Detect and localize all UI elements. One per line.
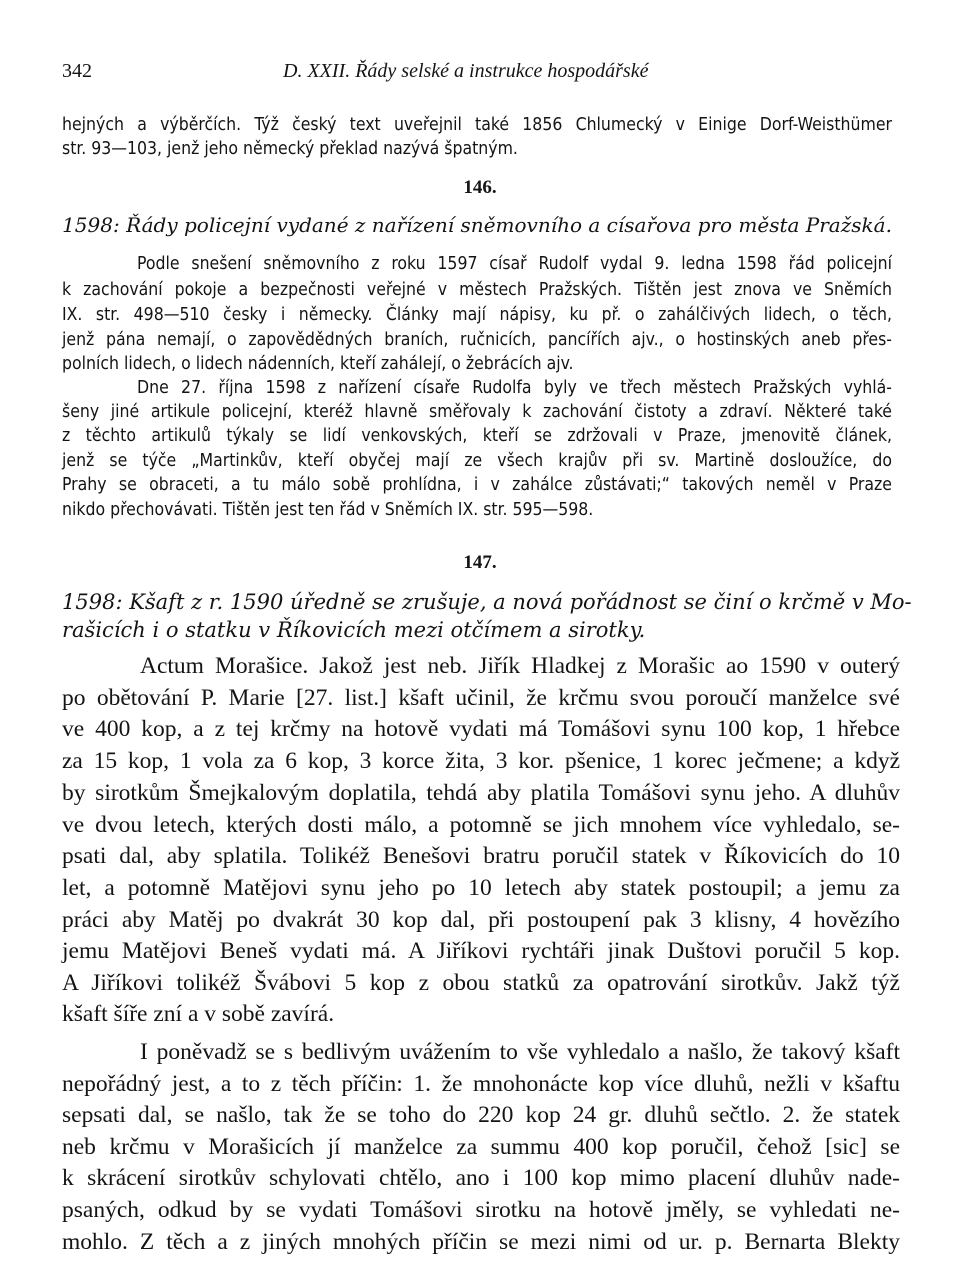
- intro-line: str. 93—103, jenž jeho německý překlad nazývá špatným.: [62, 139, 518, 159]
- paragraph-line: jenž se týče „Martinkův, kteří obyčej mají ze všech krajův při sv. Martině dosloužíce, do: [62, 451, 892, 471]
- paragraph-line: kšaft šíře zní a v sobě zavírá.: [62, 1001, 335, 1027]
- paragraph-line: šeny jiné artikule policejní, kteréž hlavně směřovaly k zachování čistoty a zdraví. Některé také: [62, 402, 892, 422]
- paragraph-line: psati dal, aby splatila. Tolikéž Benešovi bratru poručil statek v Říkovicích do 10: [62, 843, 900, 869]
- paragraph-line: Dne 27. října 1598 z nařízení císaře Rudolfa byly ve třech městech Pražských vyhlá-: [137, 378, 892, 398]
- paragraph-line: jemu Matějovi Beneš vydati má. A Jiříkovi rychtáři jinak Duštovi poručil 5 kop.: [62, 938, 900, 964]
- paragraph-line: po obětování P. Marie [27. list.] kšaft učinil, že krčmu svou poroučí manželce své: [62, 685, 900, 711]
- paragraph-line: práci aby Matěj po dvakrát 30 kop dal, při postoupení pak 3 klisny, 4 hovězího: [62, 907, 900, 933]
- paragraph-line: nikdo přechovávati. Tištěn jest ten řád v Sněmích IX. str. 595—598.: [62, 500, 594, 520]
- paragraph-line: Podle snešení sněmovního z roku 1597 císař Rudolf vydal 9. ledna 1598 řád policejní: [137, 254, 892, 274]
- page-number: 342: [62, 60, 92, 82]
- paragraph-line: ve 400 kop, a z tej krčmy na hotově vydati má Tomášovi synu 100 kop, 1 hřebce: [62, 716, 900, 742]
- paragraph-line: mohlo. Z těch a z jiných mnohých příčin se mezi nimi od ur. p. Bernarta Blekty: [62, 1229, 900, 1255]
- section-title-147: 1598: Kšaft z r. 1590 úředně se zrušuje, a nová pořádnost se činí o krčmě v Mo-: [62, 590, 912, 614]
- paragraph-line: neb krčmu v Morašicích jí manželce za summu 400 kop poručil, čehož [sic] se: [62, 1134, 900, 1160]
- paragraph-line: polních lidech, o lidech nádenních, kteří zahálejí, o žebrácích ajv.: [62, 354, 574, 374]
- paragraph-line: Actum Morašice. Jakož jest neb. Jiřík Hladkej z Morašic ao 1590 v outerý: [140, 653, 900, 679]
- paragraph-line: k skrácení sirotkův schylovati chtělo, ano i 100 kop mimo placení dluhův nade-: [62, 1165, 900, 1191]
- intro-line: hejných a výběrčích. Týž český text uveřejnil také 1856 Chlumecký v Einige Dorf-Weisthümer: [62, 115, 892, 135]
- paragraph-line: jenž pána nemají, o zapovědědných braních, ručnicích, pancířích ajv., o hostinských aneb přes-: [62, 330, 892, 350]
- paragraph-line: nepořádný jest, a to z těch příčin: 1. že mnohonácte kop více dluhů, nežli v kšaftu: [62, 1071, 900, 1097]
- running-head: D. XXII. Řády selské a instrukce hospodářské: [283, 60, 649, 82]
- paragraph-line: IX. str. 498—510 česky i německy. Články mají nápisy, ku př. o zahálčivých lidech, o těch,: [62, 305, 892, 325]
- paragraph-line: sepsati dal, se našlo, tak že se toho do 220 kop 24 gr. dluhů sečtlo. 2. že statek: [62, 1102, 900, 1128]
- section-number-147: 147.: [463, 552, 497, 573]
- paragraph-line: z těchto artikulů týkaly se lidí venkovských, kteří se zdržovali v Praze, jmenovitě článek,: [62, 426, 892, 446]
- paragraph-line: k zachování pokoje a bezpečnosti veřejné v městech Pražských. Tištěn jest znova ve Sněmích: [62, 280, 892, 300]
- paragraph-line: Prahy se obraceti, a tu málo sobě prohlídna, i v zahálce zůstávati;“ takových neměl v Praze: [62, 475, 892, 495]
- paragraph-line: ve dvou letech, kterých dosti málo, a potomně se jich mnohem více vyhledalo, se-: [62, 812, 900, 838]
- paragraph-line: za 15 kop, 1 vola za 6 kop, 3 korce žita, 3 kor. pšenice, 1 korec ječmene; a když: [62, 748, 900, 774]
- paragraph-line: let, a potomně Matějovi synu jeho po 10 letech aby statek postoupil; a jemu za: [62, 875, 900, 901]
- paragraph-line: A Jiříkovi tolikéž Švábovi 5 kop z obou statků za opatrování sirotkův. Jakž týž: [62, 970, 900, 996]
- paragraph-line: I poněvadž se s bedlivým uvážením to vše vyhledalo a našlo, že takový kšaft: [140, 1039, 900, 1065]
- paragraph-line: psaných, odkud by se vydati Tomášovi sirotku na hotově jměly, se vyhledati ne-: [62, 1197, 900, 1223]
- section-title-146: 1598: Řády policejní vydané z nařízení sněmovního a císařova pro města Pražská.: [62, 213, 892, 237]
- paragraph-line: by sirotkům Šmejkalovým doplatila, tehdá aby platila Tomášovi synu jeho. A dluhův: [62, 780, 900, 806]
- section-title-147: rašicích i o statku v Říkovicích mezi otčímem a sirotky.: [62, 618, 646, 642]
- section-number-146: 146.: [463, 177, 497, 198]
